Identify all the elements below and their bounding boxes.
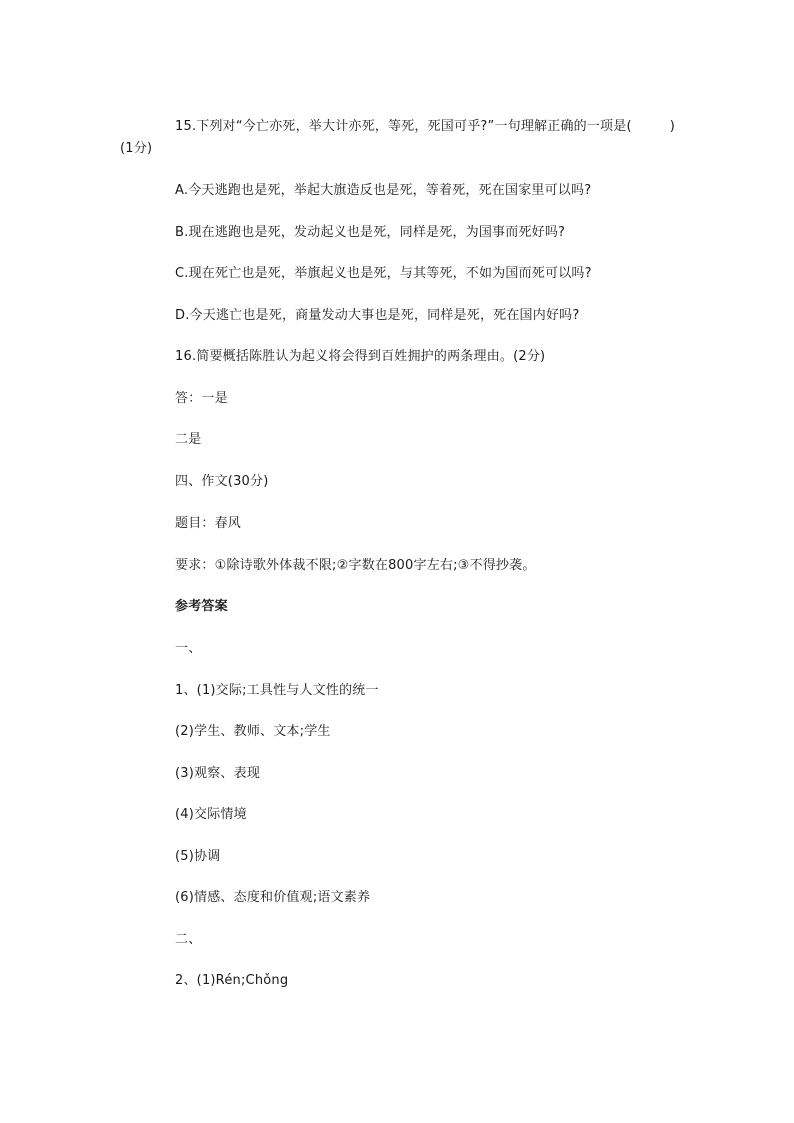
- reference-section-2: 二、: [175, 932, 202, 947]
- option-d: D.今天逃亡也是死，商量发动大事也是死，同样是死，死在国内好吗?: [175, 308, 580, 323]
- question-15-text: 15.下列对“今亡亦死，举大计亦死，等死，死国可乎?”一句理解正确的一项是(: [175, 119, 632, 134]
- option-b: B.现在逃跑也是死，发动起义也是死，同样是死，为国事而死好吗?: [175, 225, 566, 240]
- question-16: 16.简要概括陈胜认为起义将会得到百姓拥护的两条理由。(2分): [175, 349, 546, 364]
- option-c: C.现在死亡也是死，举旗起义也是死，与其等死，不如为国而死可以吗?: [175, 266, 592, 281]
- essay-topic: 题目：春风: [175, 516, 242, 531]
- reference-answer-item: (5)协调: [175, 849, 221, 864]
- answer-line-2: 二是: [175, 432, 202, 447]
- question-15-score: (1分): [120, 141, 153, 156]
- question-15-stem: [175, 118, 675, 136]
- reference-section-1: 一、: [175, 641, 202, 656]
- essay-requirement: 要求：①除诗歌外体裁不限;②字数在800字左右;③不得抄袭。: [175, 558, 536, 573]
- reference-answer-item: (2)学生、教师、文本;学生: [175, 724, 331, 739]
- reference-answers-title: 参考答案: [175, 599, 228, 614]
- reference-answer-item: 1、(1)交际;工具性与人文性的统一: [175, 683, 379, 698]
- option-a: A.今天逃跑也是死，举起大旗造反也是死，等着死，死在国家里可以吗?: [175, 183, 592, 198]
- reference-answer-item: (3)观察、表现: [175, 766, 261, 781]
- question-15-close-paren: ): [669, 119, 675, 134]
- reference-answer-item: 2、(1)Rén;Chǒng: [175, 973, 289, 988]
- reference-answer-item: (6)情感、态度和价值观;语文素养: [175, 890, 371, 905]
- essay-section-heading: 四、作文(30分): [175, 474, 269, 489]
- answer-line-1: 答：一是: [175, 391, 228, 406]
- reference-answer-item: (4)交际情境: [175, 807, 247, 822]
